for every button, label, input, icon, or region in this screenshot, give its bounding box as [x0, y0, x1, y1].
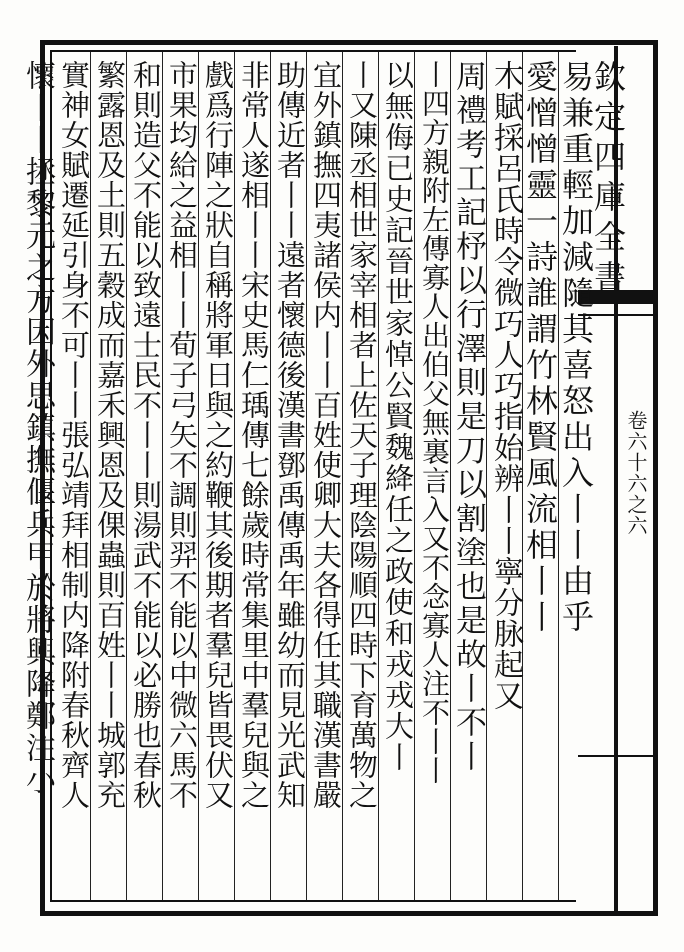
book-title: 欽定四庫全書	[589, 60, 627, 300]
text-column-10: 非常人遂相丨丨宋史馬仁瑀傳七餘歲時常集里中羣兒與之	[237, 60, 271, 810]
text-column-16: 懷丨丨拯黎元之方因外思鎮撫偃兵甲於將興降鄭注小	[20, 60, 55, 796]
text-column-7: 丨又陳丞相世家宰相者上佐天子理陰陽順四時下育萬物之	[345, 60, 379, 810]
text-column-13: 和則造父不能以致遠士民不丨丨則湯武不能以必勝也春秋	[129, 60, 163, 810]
text-column-14: 繁露恩及土則五穀成而嘉禾興恩及倮蟲則百姓丨丨城郭充	[93, 60, 127, 810]
volume-label: 卷六十六之六	[624, 410, 648, 536]
text-column-5: 丨四方親附左傳寡人出伯父無裏言入又不念寡人注不丨丨	[418, 60, 451, 785]
margin-rule-bottom	[578, 755, 654, 757]
text-column-9: 助傳近者丨丨遠者懷德後漢書鄧禹傳禹年雖幼而見光武知	[273, 60, 307, 810]
text-column-1: 易兼重輕加減隨其喜怒出入丨丨由乎	[557, 60, 595, 636]
text-column-6: 以無侮已史記晉世家悼公賢魏絳任之政使和戎戎大丨	[381, 60, 415, 773]
text-column-4: 周禮考工記杼以行澤則是刀以割塗也是故丨不丨	[450, 60, 486, 774]
text-column-12: 市果均給之益相丨丨荀子弓矢不調則羿不能以中微六馬不	[165, 60, 199, 810]
text-column-3: 木賦採呂氏時令微巧人巧指始辨丨丨寧分脉起又	[488, 60, 523, 711]
text-column-2: 愛憎憎靈一詩誰謂竹林賢風流相丨丨	[521, 60, 559, 636]
text-column-8: 宜外鎮撫四夷諸侯内丨丨百姓使卿大夫各得任其職漢書嚴	[309, 60, 343, 810]
text-column-11: 戲爲行陣之狀自稱將軍日與之約鞭其後期者羣兒皆畏伏又	[201, 60, 235, 810]
text-column-15: 實神女賦遷延引身不可丨丨張弘靖拜相制内降附春秋齊人	[57, 60, 91, 810]
